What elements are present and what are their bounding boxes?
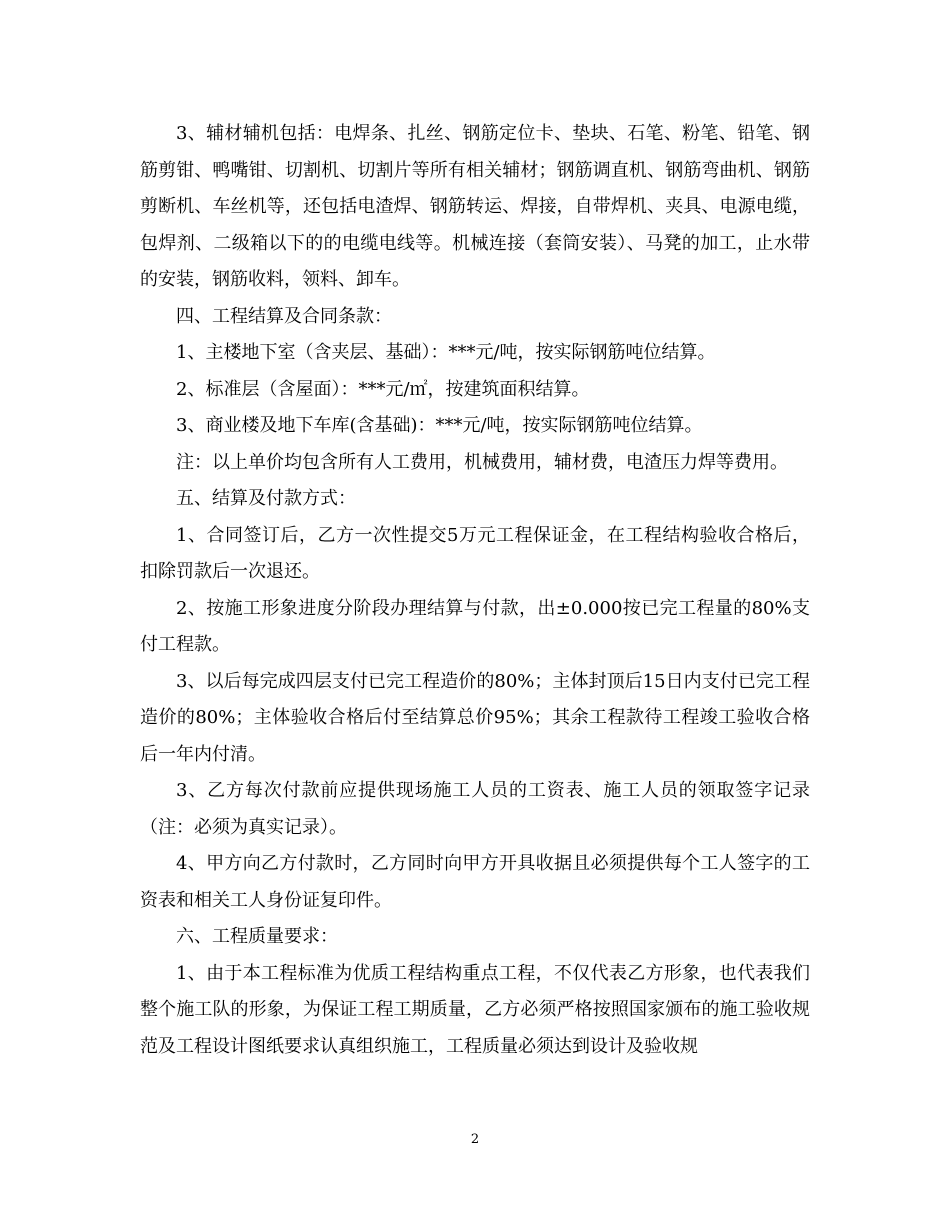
page-number: 2: [470, 1132, 480, 1147]
document-body: [140, 116, 810, 1065]
section-heading-settlement-terms: 四、工程结算及合同条款：: [176, 305, 392, 327]
paragraph-receipts: 4、甲方向乙方付款时，乙方同时向甲方开具收据且必须提供每个工人签字的工资表和相关工人身份证复印件。: [140, 853, 810, 911]
paragraph-floor-payments: 3、以后每完成四层支付已完工程造价的80%；主体封顶后15日内支付已完工程造价的80%；主体验收合格后付至结算总价95%；其余工程款待工程竣工验收合格后一年内付清。: [140, 670, 810, 765]
paragraph-quality-standard: 1、由于本工程标准为优质工程结构重点工程，不仅代表乙方形象，也代表我们整个施工队的形象，为保证工程工期质量，乙方必须严格按照国家颁布的施工验收规范及工程设计图纸要求认真组织施工，工程质量必须达到设计及验收规: [140, 962, 810, 1057]
paragraph-payroll-records: 3、乙方每次付款前应提供现场施工人员的工资表、施工人员的领取签字记录（注：必须为真实记录）。: [140, 780, 810, 838]
section-heading-quality: 六、工程质量要求：: [176, 926, 338, 947]
paragraph-auxiliary-materials: 3、辅材辅机包括：电焊条、扎丝、钢筋定位卡、垫块、石笔、粉笔、铅笔、钢筋剪钳、鸭嘴钳、切割机、切割片等所有相关辅材；钢筋调直机、钢筋弯曲机、钢筋剪断机、车丝机等，还包括电渣焊、钢筋转运、焊接，自带焊机、夹具、电源电缆，包焊剂、二级箱以下的的电缆电线等。机械连接（套筒安装）、马凳的加工，止水带的安装，钢筋收料，领料、卸车。: [140, 123, 810, 290]
section-heading-payment-method: 五、结算及付款方式：: [176, 488, 356, 509]
paragraph-progress-payment: 2、按施工形象进度分阶段办理结算与付款，出±0.000按已完工程量的80%支付工程款。: [140, 597, 810, 655]
paragraph-standard-floor: 2、标准层（含屋面）：***元/㎡，按建筑面积结算。: [176, 378, 590, 400]
paragraph-commercial-building: 3、商业楼及地下车库(含基础)：***元/吨，按实际钢筋吨位结算。: [176, 415, 703, 436]
paragraph-deposit: 1、合同签订后，乙方一次性提交5万元工程保证金，在工程结构验收合格后，扣除罚款后一次退还。: [140, 524, 810, 582]
paragraph-price-note: 注：以上单价均包含所有人工费用，机械费用，辅材费，电渣压力焊等费用。: [176, 451, 788, 473]
paragraph-main-building-basement: 1、主楼地下室（含夹层、基础）：***元/吨，按实际钢筋吨位结算。: [176, 342, 716, 363]
